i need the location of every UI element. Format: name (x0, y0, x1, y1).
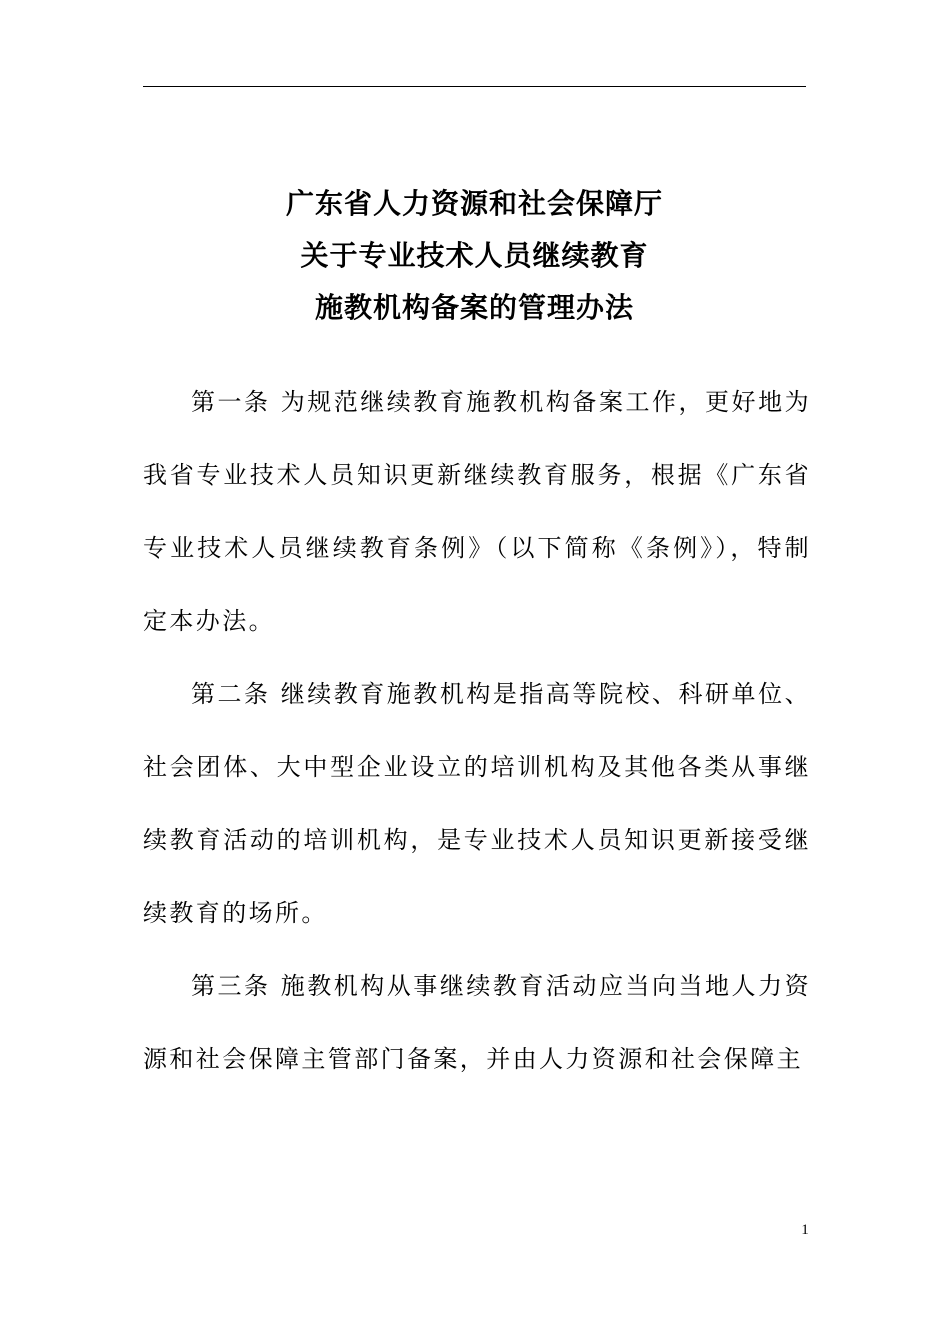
title-line-1: 广东省人力资源和社会保障厅 (285, 187, 663, 220)
article-3-paragraph: 第三条 施教机构从事继续教育活动应当向当地人力资源和社会保障主管部门备案，并由人力资源和社会保障主 (143, 972, 811, 1073)
title-line-3: 施教机构备案的管理办法 (314, 291, 634, 324)
document-title (143, 178, 806, 334)
page-number: 1 (801, 1222, 809, 1238)
document-body (143, 366, 811, 1096)
article-2-paragraph: 第二条 继续教育施教机构是指高等院校、科研单位、社会团体、大中型企业设立的培训机构及其他各类从事继续教育活动的培训机构，是专业技术人员知识更新接受继续教育的场所。 (143, 680, 811, 927)
header-rule (143, 86, 806, 87)
title-line-2: 关于专业技术人员继续教育 (300, 239, 649, 272)
article-1-paragraph: 第一条 为规范继续教育施教机构备案工作，更好地为我省专业技术人员知识更新继续教育服务，根据《广东省专业技术人员继续教育条例》（以下简称《条例》），特制定本办法。 (143, 388, 811, 635)
